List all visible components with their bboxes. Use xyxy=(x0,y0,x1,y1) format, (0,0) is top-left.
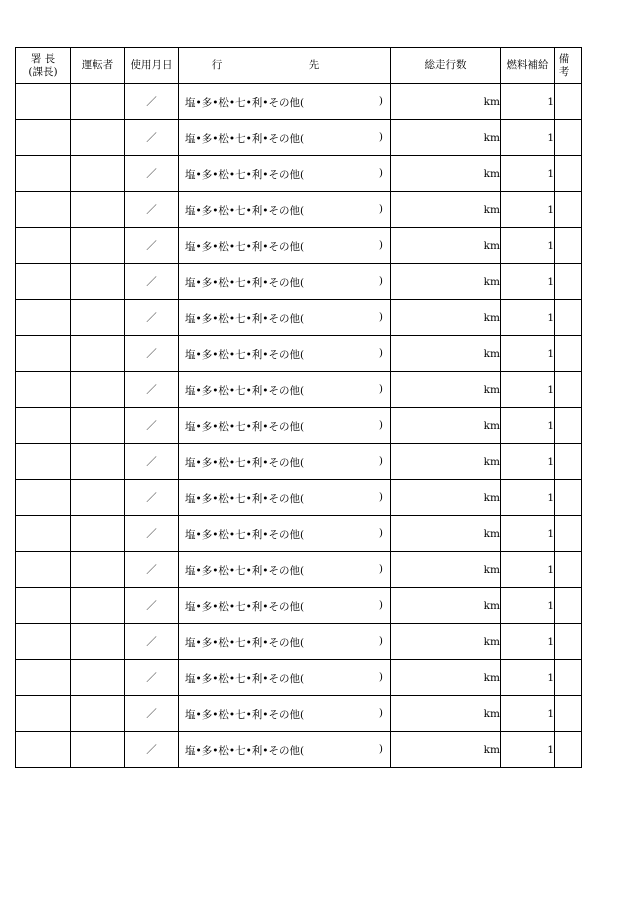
destination-options: 塩•多•松•七•利•その他( xyxy=(185,565,305,577)
sho-stamp-cell[interactable] xyxy=(16,192,71,228)
table-row xyxy=(16,228,582,264)
date-separator: ／ xyxy=(146,744,157,756)
notes-cell[interactable] xyxy=(555,624,582,660)
table-row xyxy=(16,588,582,624)
distance-cell[interactable] xyxy=(391,120,501,156)
table-row xyxy=(16,480,582,516)
destination-close-paren: ) xyxy=(378,167,383,179)
distance-cell[interactable] xyxy=(391,732,501,768)
destination-cell[interactable] xyxy=(179,408,391,444)
sho-stamp-cell[interactable] xyxy=(16,84,71,120)
fuel-cell[interactable] xyxy=(501,732,555,768)
destination-options: 塩•多•松•七•利•その他( xyxy=(185,169,305,181)
notes-cell[interactable] xyxy=(555,732,582,768)
destination-close-paren: ) xyxy=(378,671,383,683)
distance-unit: km xyxy=(483,239,500,252)
date-cell[interactable] xyxy=(125,516,179,552)
date-separator: ／ xyxy=(146,276,157,288)
destination-options: 塩•多•松•七•利•その他( xyxy=(185,349,305,361)
fuel-cell[interactable] xyxy=(501,588,555,624)
log-body xyxy=(16,84,582,768)
table-row xyxy=(16,552,582,588)
fuel-cell[interactable] xyxy=(501,120,555,156)
destination-options: 塩•多•松•七•利•その他( xyxy=(185,205,305,217)
distance-unit: km xyxy=(483,455,500,468)
driver-cell[interactable] xyxy=(71,480,125,516)
sho-stamp-cell[interactable] xyxy=(16,156,71,192)
driver-cell[interactable] xyxy=(71,84,125,120)
table-row xyxy=(16,660,582,696)
destination-close-paren: ) xyxy=(378,707,383,719)
distance-cell[interactable] xyxy=(391,552,501,588)
driver-cell[interactable] xyxy=(71,228,125,264)
date-cell[interactable] xyxy=(125,264,179,300)
fuel-cell[interactable] xyxy=(501,300,555,336)
destination-close-paren: ) xyxy=(378,131,383,143)
table-row xyxy=(16,192,582,228)
date-cell[interactable] xyxy=(125,300,179,336)
fuel-cell[interactable] xyxy=(501,444,555,480)
distance-unit: km xyxy=(483,563,500,576)
destination-cell[interactable] xyxy=(179,696,391,732)
distance-cell[interactable] xyxy=(391,480,501,516)
date-separator: ／ xyxy=(146,204,157,216)
fuel-value: 1 xyxy=(547,599,554,612)
fuel-value: 1 xyxy=(547,167,554,180)
fuel-value: 1 xyxy=(547,455,554,468)
date-separator: ／ xyxy=(146,492,157,504)
destination-cell[interactable] xyxy=(179,552,391,588)
distance-unit: km xyxy=(483,527,500,540)
sho-stamp-cell[interactable] xyxy=(16,372,71,408)
notes-cell[interactable] xyxy=(555,372,582,408)
header-sho xyxy=(16,48,71,84)
driver-cell[interactable] xyxy=(71,192,125,228)
destination-close-paren: ) xyxy=(378,635,383,647)
destination-cell[interactable] xyxy=(179,732,391,768)
destination-close-paren: ) xyxy=(378,455,383,467)
destination-close-paren: ) xyxy=(378,599,383,611)
fuel-value: 1 xyxy=(547,203,554,216)
fuel-cell[interactable] xyxy=(501,372,555,408)
distance-cell[interactable] xyxy=(391,84,501,120)
sho-stamp-cell[interactable] xyxy=(16,444,71,480)
destination-options: 塩•多•松•七•利•その他( xyxy=(185,601,305,613)
date-cell[interactable] xyxy=(125,372,179,408)
distance-unit: km xyxy=(483,383,500,396)
distance-cell[interactable] xyxy=(391,660,501,696)
header-sho-line2: (課長) xyxy=(28,65,58,78)
date-cell[interactable] xyxy=(125,660,179,696)
driver-cell[interactable] xyxy=(71,624,125,660)
notes-cell[interactable] xyxy=(555,444,582,480)
fuel-cell[interactable] xyxy=(501,156,555,192)
notes-cell[interactable] xyxy=(555,300,582,336)
header-distance: 総走行数 xyxy=(391,48,501,84)
date-separator: ／ xyxy=(146,96,157,108)
destination-close-paren: ) xyxy=(378,203,383,215)
driver-cell[interactable] xyxy=(71,372,125,408)
distance-unit: km xyxy=(483,707,500,720)
table-row xyxy=(16,264,582,300)
destination-close-paren: ) xyxy=(378,491,383,503)
distance-unit: km xyxy=(483,311,500,324)
distance-cell[interactable] xyxy=(391,408,501,444)
date-cell[interactable] xyxy=(125,696,179,732)
distance-cell[interactable] xyxy=(391,588,501,624)
fuel-value: 1 xyxy=(547,707,554,720)
distance-unit: km xyxy=(483,491,500,504)
distance-unit: km xyxy=(483,131,500,144)
sho-stamp-cell[interactable] xyxy=(16,660,71,696)
distance-unit: km xyxy=(483,167,500,180)
notes-cell[interactable] xyxy=(555,228,582,264)
date-cell[interactable] xyxy=(125,480,179,516)
date-cell[interactable] xyxy=(125,552,179,588)
notes-cell[interactable] xyxy=(555,156,582,192)
fuel-value: 1 xyxy=(547,563,554,576)
distance-cell[interactable] xyxy=(391,624,501,660)
distance-unit: km xyxy=(483,743,500,756)
sho-stamp-cell[interactable] xyxy=(16,696,71,732)
notes-cell[interactable] xyxy=(555,408,582,444)
destination-close-paren: ) xyxy=(378,383,383,395)
destination-close-paren: ) xyxy=(378,239,383,251)
driver-cell[interactable] xyxy=(71,408,125,444)
distance-unit: km xyxy=(483,635,500,648)
date-cell[interactable] xyxy=(125,84,179,120)
header-destination xyxy=(179,48,391,84)
notes-cell[interactable] xyxy=(555,552,582,588)
distance-unit: km xyxy=(483,419,500,432)
header-notes xyxy=(555,48,582,84)
destination-options: 塩•多•松•七•利•その他( xyxy=(185,529,305,541)
header-destination-label: 行 先 xyxy=(211,59,358,72)
header-fuel: 燃料補給 xyxy=(501,48,555,84)
distance-cell[interactable] xyxy=(391,192,501,228)
distance-cell[interactable] xyxy=(391,228,501,264)
fuel-cell[interactable] xyxy=(501,552,555,588)
notes-cell[interactable] xyxy=(555,516,582,552)
destination-close-paren: ) xyxy=(378,563,383,575)
date-cell[interactable] xyxy=(125,624,179,660)
table-row xyxy=(16,336,582,372)
destination-options: 塩•多•松•七•利•その他( xyxy=(185,277,305,289)
destination-options: 塩•多•松•七•利•その他( xyxy=(185,637,305,649)
destination-cell[interactable] xyxy=(179,588,391,624)
destination-options: 塩•多•松•七•利•その他( xyxy=(185,673,305,685)
table-row xyxy=(16,696,582,732)
destination-cell[interactable] xyxy=(179,372,391,408)
date-separator: ／ xyxy=(146,420,157,432)
fuel-value: 1 xyxy=(547,635,554,648)
distance-unit: km xyxy=(483,203,500,216)
notes-cell[interactable] xyxy=(555,588,582,624)
fuel-cell[interactable] xyxy=(501,624,555,660)
sho-stamp-cell[interactable] xyxy=(16,516,71,552)
distance-cell[interactable] xyxy=(391,372,501,408)
table-row xyxy=(16,84,582,120)
table-row xyxy=(16,624,582,660)
date-cell[interactable] xyxy=(125,732,179,768)
fuel-value: 1 xyxy=(547,491,554,504)
sho-stamp-cell[interactable] xyxy=(16,300,71,336)
destination-close-paren: ) xyxy=(378,311,383,323)
table-row xyxy=(16,408,582,444)
table-row xyxy=(16,120,582,156)
fuel-cell[interactable] xyxy=(501,480,555,516)
distance-cell[interactable] xyxy=(391,444,501,480)
distance-unit: km xyxy=(483,347,500,360)
date-cell[interactable] xyxy=(125,192,179,228)
table-row xyxy=(16,444,582,480)
date-separator: ／ xyxy=(146,708,157,720)
driver-cell[interactable] xyxy=(71,696,125,732)
date-separator: ／ xyxy=(146,312,157,324)
distance-unit: km xyxy=(483,599,500,612)
date-cell[interactable] xyxy=(125,228,179,264)
header-driver: 運転者 xyxy=(71,48,125,84)
destination-cell[interactable] xyxy=(179,228,391,264)
driver-cell[interactable] xyxy=(71,732,125,768)
driver-cell[interactable] xyxy=(71,264,125,300)
distance-cell[interactable] xyxy=(391,516,501,552)
date-cell[interactable] xyxy=(125,120,179,156)
fuel-value: 1 xyxy=(547,743,554,756)
notes-cell[interactable] xyxy=(555,120,582,156)
destination-cell[interactable] xyxy=(179,120,391,156)
fuel-cell[interactable] xyxy=(501,516,555,552)
date-separator: ／ xyxy=(146,132,157,144)
fuel-value: 1 xyxy=(547,131,554,144)
notes-cell[interactable] xyxy=(555,264,582,300)
driver-cell[interactable] xyxy=(71,336,125,372)
notes-cell[interactable] xyxy=(555,480,582,516)
destination-cell[interactable] xyxy=(179,84,391,120)
date-separator: ／ xyxy=(146,384,157,396)
destination-close-paren: ) xyxy=(378,347,383,359)
destination-cell[interactable] xyxy=(179,516,391,552)
distance-cell[interactable] xyxy=(391,300,501,336)
destination-close-paren: ) xyxy=(378,95,383,107)
fuel-cell[interactable] xyxy=(501,228,555,264)
fuel-cell[interactable] xyxy=(501,84,555,120)
date-cell[interactable] xyxy=(125,408,179,444)
sho-stamp-cell[interactable] xyxy=(16,408,71,444)
destination-options: 塩•多•松•七•利•その他( xyxy=(185,457,305,469)
fuel-cell[interactable] xyxy=(501,696,555,732)
fuel-cell[interactable] xyxy=(501,264,555,300)
notes-cell[interactable] xyxy=(555,336,582,372)
destination-cell[interactable] xyxy=(179,336,391,372)
driver-cell[interactable] xyxy=(71,660,125,696)
date-separator: ／ xyxy=(146,672,157,684)
destination-options: 塩•多•松•七•利•その他( xyxy=(185,421,305,433)
sho-stamp-cell[interactable] xyxy=(16,228,71,264)
sho-stamp-cell[interactable] xyxy=(16,732,71,768)
date-separator: ／ xyxy=(146,456,157,468)
date-separator: ／ xyxy=(146,168,157,180)
driver-cell[interactable] xyxy=(71,552,125,588)
date-separator: ／ xyxy=(146,240,157,252)
distance-unit: km xyxy=(483,275,500,288)
date-separator: ／ xyxy=(146,600,157,612)
destination-options: 塩•多•松•七•利•その他( xyxy=(185,709,305,721)
driver-cell[interactable] xyxy=(71,516,125,552)
notes-cell[interactable] xyxy=(555,660,582,696)
destination-options: 塩•多•松•七•利•その他( xyxy=(185,133,305,145)
destination-cell[interactable] xyxy=(179,192,391,228)
table-row xyxy=(16,372,582,408)
fuel-cell[interactable] xyxy=(501,336,555,372)
sho-stamp-cell[interactable] xyxy=(16,120,71,156)
distance-cell[interactable] xyxy=(391,156,501,192)
fuel-cell[interactable] xyxy=(501,408,555,444)
date-cell[interactable] xyxy=(125,156,179,192)
destination-options: 塩•多•松•七•利•その他( xyxy=(185,385,305,397)
notes-cell[interactable] xyxy=(555,84,582,120)
destination-cell[interactable] xyxy=(179,444,391,480)
driver-cell[interactable] xyxy=(71,156,125,192)
header-notes-label: 備 考 xyxy=(558,52,578,78)
distance-unit: km xyxy=(483,95,500,108)
sho-stamp-cell[interactable] xyxy=(16,624,71,660)
distance-unit: km xyxy=(483,671,500,684)
destination-options: 塩•多•松•七•利•その他( xyxy=(185,745,305,757)
destination-close-paren: ) xyxy=(378,275,383,287)
destination-options: 塩•多•松•七•利•その他( xyxy=(185,313,305,325)
destination-options: 塩•多•松•七•利•その他( xyxy=(185,241,305,253)
table-row xyxy=(16,732,582,768)
fuel-value: 1 xyxy=(547,527,554,540)
fuel-value: 1 xyxy=(547,671,554,684)
fuel-value: 1 xyxy=(547,419,554,432)
header-date: 使用月日 xyxy=(125,48,179,84)
destination-options: 塩•多•松•七•利•その他( xyxy=(185,493,305,505)
header-row xyxy=(16,48,582,84)
date-separator: ／ xyxy=(146,636,157,648)
driver-cell[interactable] xyxy=(71,300,125,336)
header-sho-line1: 署 長 xyxy=(30,52,56,65)
destination-cell[interactable] xyxy=(179,624,391,660)
destination-close-paren: ) xyxy=(378,527,383,539)
date-separator: ／ xyxy=(146,564,157,576)
fuel-value: 1 xyxy=(547,239,554,252)
destination-cell[interactable] xyxy=(179,300,391,336)
distance-cell[interactable] xyxy=(391,696,501,732)
date-separator: ／ xyxy=(146,528,157,540)
driver-cell[interactable] xyxy=(71,444,125,480)
fuel-cell[interactable] xyxy=(501,192,555,228)
fuel-value: 1 xyxy=(547,275,554,288)
destination-cell[interactable] xyxy=(179,480,391,516)
sho-stamp-cell[interactable] xyxy=(16,552,71,588)
distance-cell[interactable] xyxy=(391,264,501,300)
destination-cell[interactable] xyxy=(179,156,391,192)
destination-close-paren: ) xyxy=(378,743,383,755)
notes-cell[interactable] xyxy=(555,696,582,732)
driver-cell[interactable] xyxy=(71,120,125,156)
notes-cell[interactable] xyxy=(555,192,582,228)
fuel-value: 1 xyxy=(547,347,554,360)
destination-cell[interactable] xyxy=(179,264,391,300)
sho-stamp-cell[interactable] xyxy=(16,336,71,372)
fuel-value: 1 xyxy=(547,95,554,108)
date-cell[interactable] xyxy=(125,444,179,480)
table-row xyxy=(16,156,582,192)
driver-cell[interactable] xyxy=(71,588,125,624)
date-cell[interactable] xyxy=(125,336,179,372)
sho-stamp-cell[interactable] xyxy=(16,480,71,516)
sho-stamp-cell[interactable] xyxy=(16,264,71,300)
sho-stamp-cell[interactable] xyxy=(16,588,71,624)
table-row xyxy=(16,300,582,336)
date-separator: ／ xyxy=(146,348,157,360)
fuel-value: 1 xyxy=(547,383,554,396)
destination-close-paren: ) xyxy=(378,419,383,431)
vehicle-log-table xyxy=(15,47,582,768)
distance-cell[interactable] xyxy=(391,336,501,372)
fuel-cell[interactable] xyxy=(501,660,555,696)
destination-options: 塩•多•松•七•利•その他( xyxy=(185,97,305,109)
date-cell[interactable] xyxy=(125,588,179,624)
destination-cell[interactable] xyxy=(179,660,391,696)
table-row xyxy=(16,516,582,552)
fuel-value: 1 xyxy=(547,311,554,324)
